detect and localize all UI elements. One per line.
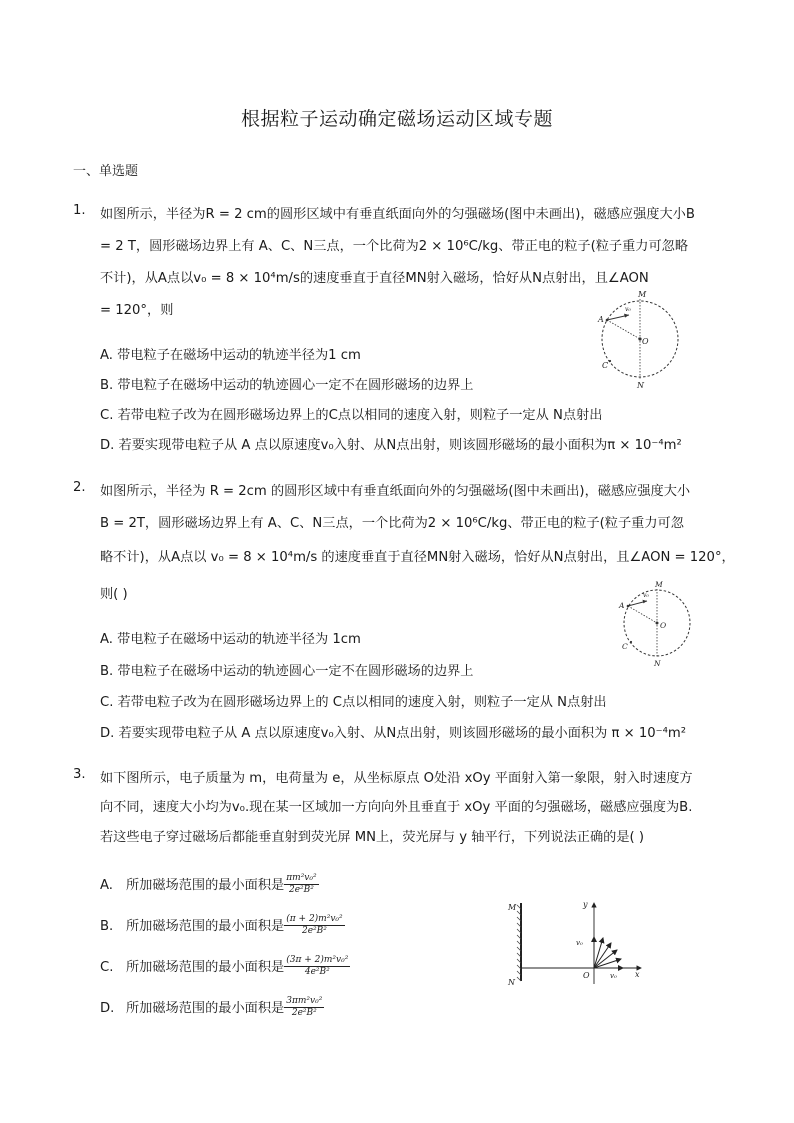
- figure-label: N: [654, 659, 661, 668]
- fraction: [284, 996, 324, 1020]
- figure-label: C: [622, 642, 628, 651]
- figure-label: v₀: [576, 939, 583, 947]
- figure-label: O: [660, 621, 667, 630]
- fraction-denominator: 2e²B²: [301, 926, 327, 937]
- figure-label: O: [642, 337, 649, 346]
- question-text-line: 不计)，从A点以v₀ = 8 × 10⁴m/s的速度垂直于直径MN射入磁场，恰好从N点射出，且∠AON: [100, 271, 649, 286]
- fraction-numerator: 3πm²v₀²: [284, 996, 324, 1008]
- figure-label: M: [508, 903, 517, 912]
- figure-label: y: [583, 900, 588, 909]
- circle-field-diagram-2: [612, 578, 702, 670]
- option-b: [100, 914, 345, 938]
- fraction-denominator: 2e²B²: [291, 1008, 317, 1019]
- figure-label: v₀: [610, 972, 617, 980]
- figure-label: x: [635, 970, 640, 979]
- question-text-line: 如下图所示，电子质量为 m，电荷量为 e，从坐标原点 O处沿 xOy 平面射入第一象限，射入时速度方: [100, 771, 693, 786]
- fraction-numerator: (3π + 2)m²v₀²: [284, 955, 350, 967]
- option-c: [100, 955, 350, 979]
- question-text-line: 则( ): [100, 587, 128, 602]
- figure-label: M: [655, 580, 663, 589]
- fraction: [284, 955, 350, 979]
- figure-label: v₀: [625, 306, 631, 313]
- option-b: B. 带电粒子在磁场中运动的轨迹圆心一定不在圆形磁场的边界上: [100, 664, 474, 679]
- option-text: 所加磁场范围的最小面积是: [126, 1000, 285, 1016]
- option-label: B.: [100, 918, 114, 934]
- option-d: D. 若要实现带电粒子从 A 点以原速度v₀入射、从N点出射，则该圆形磁场的最小面积为π × 10⁻⁴m²: [100, 438, 682, 453]
- section-heading: 一、单选题: [73, 164, 139, 179]
- figure-label: v₀: [643, 592, 649, 599]
- figure-label: A: [619, 601, 625, 610]
- fraction-numerator: πm²v₀²: [284, 873, 318, 885]
- option-label: D.: [100, 1000, 115, 1016]
- option-text: 所加磁场范围的最小面积是: [126, 877, 285, 893]
- fraction-numerator: (π + 2)m²v₀²: [284, 914, 344, 926]
- option-b: B. 带电粒子在磁场中运动的轨迹圆心一定不在圆形磁场的边界上: [100, 378, 474, 393]
- fraction-denominator: 4e²B²: [304, 967, 330, 978]
- question-number: 2.: [73, 480, 86, 495]
- fraction: [284, 914, 344, 938]
- option-text: 所加磁场范围的最小面积是: [126, 918, 285, 934]
- question-text-line: 若这些电子穿过磁场后都能垂直射到荧光屏 MN上，荧光屏与 y 轴平行，下列说法正确的是( ): [100, 830, 645, 845]
- option-d: [100, 996, 324, 1020]
- figure-label: O: [583, 971, 590, 980]
- circle-field-diagram-1: [590, 290, 690, 390]
- question-text-line: 向不同，速度大小均为v₀.现在某一区域加一方向向外且垂直于 xOy 平面的匀强磁场，磁感应强度为B.: [100, 800, 693, 815]
- electron-screen-diagram: [503, 895, 653, 990]
- option-text: 所加磁场范围的最小面积是: [126, 959, 285, 975]
- figure-label: N: [508, 978, 515, 987]
- option-a: [100, 873, 319, 897]
- question-text-line: B = 2T，圆形磁场边界上有 A、C、N三点，一个比荷为2 × 10⁶C/kg、带正电的粒子(粒子重力可忽: [100, 516, 684, 531]
- page-title: 根据粒子运动确定磁场运动区域专题: [240, 108, 553, 130]
- question-number: 1.: [73, 203, 86, 218]
- option-a: A. 带电粒子在磁场中运动的轨迹半径为1 cm: [100, 348, 361, 363]
- question-text-line: 如图所示，半径为R = 2 cm的圆形区域中有垂直纸面向外的匀强磁场(图中未画出)，磁感应强度大小B: [100, 207, 695, 222]
- figure-label: A: [598, 315, 604, 324]
- question-number: 3.: [73, 767, 86, 782]
- fraction-denominator: 2e²B²: [288, 885, 314, 896]
- option-label: A.: [100, 877, 113, 893]
- question-text-line: 略不计)，从A点以 v₀ = 8 × 10⁴m/s 的速度垂直于直径MN射入磁场，恰好从N点射出，且∠AON = 120°，: [100, 550, 735, 565]
- question-text-line: = 120°，则: [100, 303, 174, 318]
- option-c: C. 若带电粒子改为在圆形磁场边界上的 C点以相同的速度入射，则粒子一定从 N点射出: [100, 695, 607, 710]
- question-text-line: 如图所示，半径为 R = 2cm 的圆形区域中有垂直纸面向外的匀强磁场(图中未画出)，磁感应强度大小: [100, 484, 691, 499]
- option-label: C.: [100, 959, 114, 975]
- figure-label: C: [602, 361, 609, 370]
- question-text-line: = 2 T，圆形磁场边界上有 A、C、N三点，一个比荷为2 × 10⁶C/kg、带正电的粒子(粒子重力可忽略: [100, 239, 689, 254]
- fraction: [284, 873, 318, 897]
- option-d: D. 若要实现带电粒子从 A 点以原速度v₀入射、从N点出射，则该圆形磁场的最小面积为 π × 10⁻⁴m²: [100, 726, 686, 741]
- option-a: A. 带电粒子在磁场中运动的轨迹半径为 1cm: [100, 632, 361, 647]
- figure-label: N: [637, 381, 644, 390]
- figure-label: M: [638, 290, 647, 299]
- option-c: C. 若带电粒子改为在圆形磁场边界上的C点以相同的速度入射，则粒子一定从 N点射出: [100, 408, 603, 423]
